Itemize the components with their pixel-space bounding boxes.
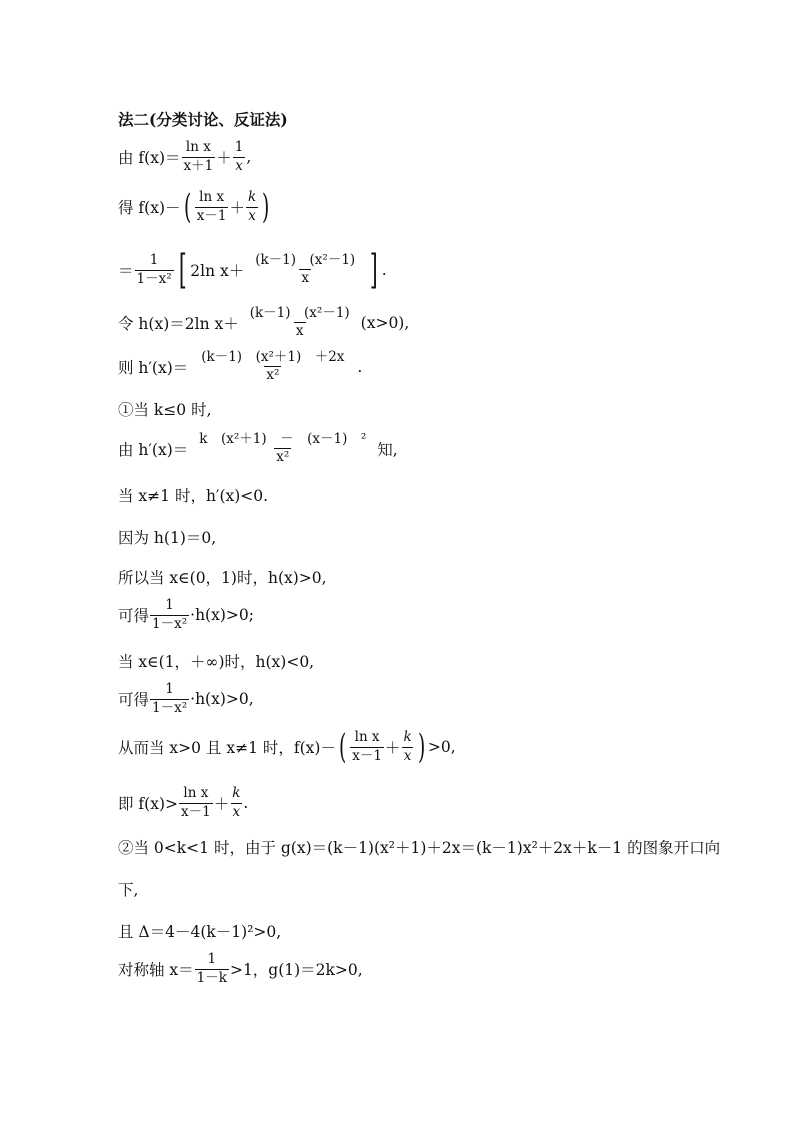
- denominator: x²: [266, 366, 280, 383]
- equation-axis-of-symmetry: [118, 952, 363, 986]
- eq-text: .: [381, 261, 387, 279]
- eq-text: ·h(x)>0,: [190, 690, 254, 709]
- fraction: [240, 306, 360, 339]
- eq-text: >1，g(1)＝2k>0,: [229, 961, 363, 980]
- eq-text: 令 h(x)＝2ln x＋: [118, 314, 239, 333]
- denominator: 1－x²: [152, 699, 188, 716]
- equation-conclusion: [118, 598, 254, 632]
- numerator: (k－1) (x²－1): [249, 305, 350, 321]
- denominator: x＋1: [183, 157, 214, 174]
- denominator: x: [295, 322, 304, 339]
- eq-text: 知,: [377, 440, 398, 459]
- fraction: [179, 786, 213, 820]
- equation-h-derivative: [118, 350, 362, 383]
- equation-h-derivative-case1: [118, 432, 398, 465]
- fraction: [233, 140, 246, 174]
- fraction: [150, 682, 189, 716]
- eq-text: ＋: [384, 739, 401, 758]
- eq-text: ·h(x)>0;: [190, 606, 254, 625]
- numerator: 1: [165, 681, 174, 697]
- eq-text: ＋: [229, 199, 245, 218]
- fraction: [182, 140, 216, 174]
- eq-text: .: [243, 794, 249, 813]
- denominator: 1－x²: [152, 615, 188, 632]
- fraction: [189, 350, 356, 383]
- fraction: [195, 952, 229, 986]
- eq-text: 则 h′(x)＝: [118, 358, 189, 377]
- equation-result: [118, 786, 248, 820]
- equation-f-definition: [118, 140, 251, 174]
- fraction: [195, 190, 229, 224]
- numerator: k: [232, 785, 241, 801]
- method-heading: 法二(分类讨论、反证法): [118, 110, 288, 129]
- numerator: 1: [165, 597, 174, 613]
- numerator: ln x: [185, 139, 211, 155]
- numerator: ln x: [354, 729, 380, 745]
- denominator: x－1: [181, 803, 211, 820]
- numerator: (k－1) (x²－1): [255, 252, 356, 269]
- eq-text: 得 f(x)－: [118, 199, 181, 218]
- case-2-heading: ②当 0<k<1 时，由于 g(x)＝(k－1)(x²＋1)＋2x＝(k－1)x²＋2x＋k－1 的图象开口向: [118, 839, 721, 857]
- fraction: [189, 432, 376, 465]
- denominator: 1－x²: [136, 270, 172, 287]
- denominator: x: [248, 207, 256, 224]
- numerator: ln x: [183, 785, 209, 801]
- eq-text: 由 h′(x)＝: [118, 440, 189, 459]
- eq-text: (x>0),: [360, 313, 410, 332]
- eq-text: 由 f(x)＝: [118, 149, 181, 168]
- right-paren: ): [417, 727, 425, 768]
- eq-text: ＝: [118, 262, 134, 280]
- eq-text: 可得: [118, 607, 150, 626]
- fraction: [135, 253, 174, 287]
- statement: 下,: [118, 881, 139, 899]
- case-1-heading: ①当 k≤0 时,: [118, 401, 212, 419]
- numerator: 1: [234, 139, 244, 155]
- eq-text: 从而当 x>0 且 x≠1 时，f(x)－: [118, 739, 336, 758]
- eq-text: ,: [246, 148, 252, 167]
- equation-h-definition: [118, 306, 409, 339]
- equation-inequality: [118, 727, 456, 768]
- fraction: [230, 786, 242, 820]
- numerator: k (x²＋1) － (x－1) ²: [199, 431, 367, 447]
- left-paren: (: [338, 727, 347, 768]
- equation-conclusion: [118, 682, 254, 716]
- fraction: [150, 598, 189, 632]
- numerator: 1: [207, 951, 217, 967]
- denominator: x: [301, 270, 310, 286]
- eq-text: 2ln x＋: [190, 262, 245, 280]
- statement: 当 x≠1 时，h′(x)<0.: [118, 487, 269, 505]
- eq-text: >0,: [427, 738, 456, 757]
- eq-text: 可得: [118, 691, 150, 710]
- numerator: k: [247, 189, 257, 205]
- fraction: [350, 730, 384, 764]
- denominator: x: [403, 747, 412, 764]
- denominator: x: [232, 803, 241, 820]
- denominator: 1－k: [196, 969, 227, 986]
- numerator: (k－1) (x²＋1) ＋2x: [201, 349, 345, 365]
- statement: 所以当 x∈(0，1)时，h(x)>0,: [118, 569, 327, 587]
- left-bracket: [: [178, 247, 187, 293]
- eq-text: ＋: [213, 795, 230, 814]
- numerator: ln x: [199, 189, 225, 205]
- equation-difference: [118, 187, 272, 228]
- numerator: 1: [149, 251, 159, 268]
- fraction: [246, 190, 258, 224]
- denominator: x²: [276, 448, 290, 465]
- right-paren: ): [262, 187, 270, 228]
- eq-text: 对称轴 x＝: [118, 961, 194, 980]
- eq-text: .: [357, 357, 363, 376]
- numerator: k: [403, 729, 412, 745]
- fraction: [401, 730, 413, 764]
- denominator: x: [235, 157, 243, 174]
- statement: 因为 h(1)＝0,: [118, 529, 217, 547]
- eq-text: 即 f(x)>: [118, 795, 178, 814]
- statement: 且 Δ＝4－4(k－1)²>0,: [118, 923, 282, 941]
- equation-bracket-expansion: [118, 247, 387, 293]
- eq-text: ＋: [216, 149, 232, 168]
- denominator: x－1: [196, 207, 227, 224]
- left-paren: (: [183, 187, 191, 228]
- right-bracket: ]: [370, 247, 378, 293]
- statement: 当 x∈(1，＋∞)时，h(x)<0,: [118, 653, 315, 671]
- fraction: [245, 253, 365, 286]
- denominator: x－1: [352, 747, 382, 764]
